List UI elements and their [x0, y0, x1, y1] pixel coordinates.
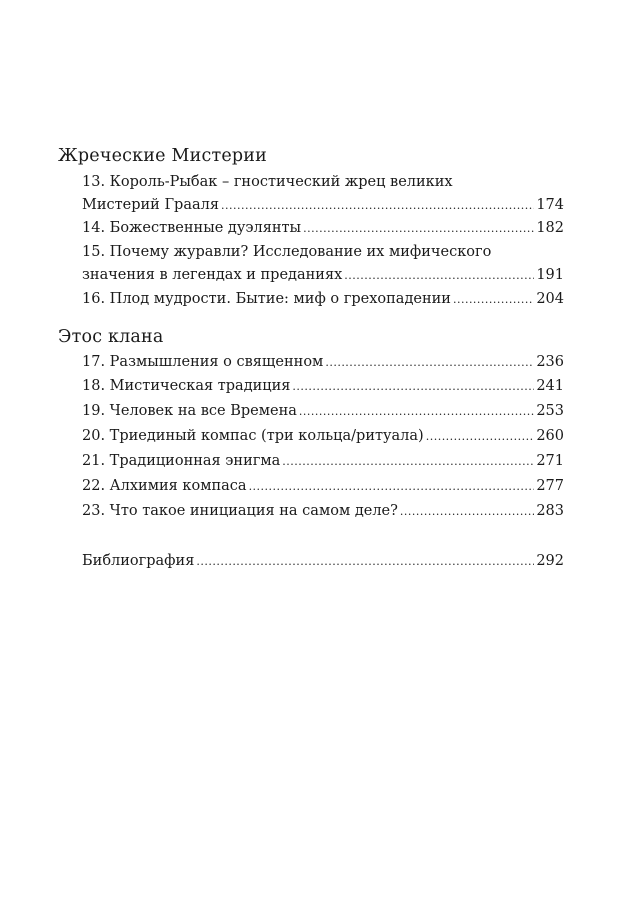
- toc-entry-title: 22. Алхимия компаса: [82, 478, 247, 494]
- page-number: 271: [536, 453, 564, 469]
- leader-dots: [221, 194, 534, 217]
- leader-dots: [303, 217, 534, 240]
- section-title-priestly-mysteries: Жреческие Мистерии: [58, 146, 268, 166]
- toc-entry-18[interactable]: [82, 375, 564, 398]
- leader-dots: [196, 550, 534, 573]
- toc-entry-15[interactable]: [82, 241, 564, 287]
- toc-entry-23[interactable]: [82, 500, 564, 523]
- toc-entry-bibliography[interactable]: [82, 550, 564, 573]
- page-number: 260: [536, 428, 564, 444]
- section-title-clan-ethos: Этос клана: [58, 327, 164, 347]
- toc-entry-title: значения в легендах и преданиях: [82, 267, 343, 283]
- page-number: 241: [536, 378, 564, 394]
- leader-dots: [400, 500, 534, 523]
- page-number: 182: [536, 220, 564, 236]
- page-number: 174: [536, 197, 564, 213]
- page-number: 277: [536, 478, 564, 494]
- page-number: 191: [536, 267, 564, 283]
- toc-entry-title: Библиография: [82, 553, 195, 569]
- toc-entry-title: 21. Традиционная энигма: [82, 453, 281, 469]
- toc-entry-title: 23. Что такое инициация на самом деле?: [82, 503, 398, 519]
- toc-entry-13[interactable]: [82, 171, 564, 217]
- leader-dots: [249, 475, 535, 498]
- leader-dots: [282, 450, 534, 473]
- toc-entry-title: 19. Человек на все Времена: [82, 403, 297, 419]
- toc-entry-22[interactable]: [82, 475, 564, 498]
- toc-entry-title: 17. Размышления о священном: [82, 354, 324, 370]
- leader-dots: [299, 400, 534, 423]
- leader-dots: [453, 288, 534, 311]
- page-number: 236: [536, 354, 564, 370]
- toc-entry-title: 14. Божественные дуэлянты: [82, 220, 302, 236]
- page-number: 292: [536, 553, 564, 569]
- page-number: 253: [536, 403, 564, 419]
- toc-entry-title: 16. Плод мудрости. Бытие: миф о грехопадении: [82, 291, 451, 307]
- toc-entry-14[interactable]: [82, 217, 564, 240]
- leader-dots: [344, 264, 534, 287]
- toc-entry-21[interactable]: [82, 450, 564, 473]
- toc-entry-title: 18. Мистическая традиция: [82, 378, 291, 394]
- toc-entry-title-line: 13. Король-Рыбак – гностический жрец великих: [82, 174, 453, 190]
- toc-entry-16[interactable]: [82, 288, 564, 311]
- leader-dots: [325, 351, 534, 374]
- toc-entry-title: 20. Триединый компас (три кольца/ритуала): [82, 428, 424, 444]
- page-number: 283: [536, 503, 564, 519]
- leader-dots: [292, 375, 534, 398]
- toc-entry-17[interactable]: [82, 351, 564, 374]
- leader-dots: [426, 425, 535, 448]
- toc-entry-title: Мистерий Грааля: [82, 197, 219, 213]
- toc-entry-19[interactable]: [82, 400, 564, 423]
- toc-entry-title-line: 15. Почему журавли? Исследование их мифического: [82, 244, 492, 260]
- page-number: 204: [536, 291, 564, 307]
- toc-entry-20[interactable]: [82, 425, 564, 448]
